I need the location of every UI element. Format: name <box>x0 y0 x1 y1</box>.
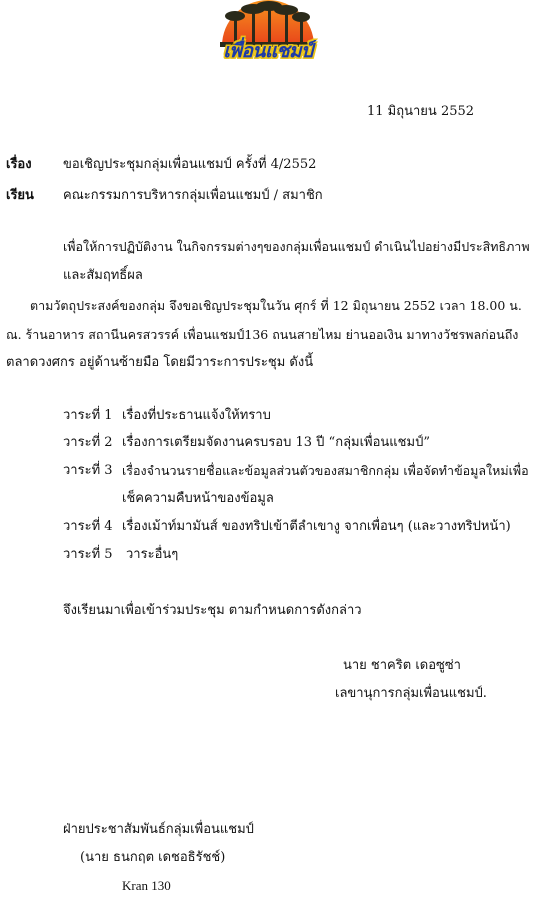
letter-date: 11 มิถุนายน 2552 <box>367 104 475 119</box>
logo-text: เพื่อนแชมป์ <box>223 40 313 62</box>
agenda-item-label: วาระที่ 4 <box>63 519 113 534</box>
agenda-item-text: วาระอื่นๆ <box>126 547 179 562</box>
footer-person: (นาย ธนกฤต เดชอธิรัชช์) <box>80 850 226 865</box>
signer-name: นาย ชาคริต เดอซูซ่า <box>343 658 461 673</box>
recipient-label: เรียน <box>6 188 34 203</box>
agenda-item-text-continued: เช็คความคืบหน้าของข้อมูล <box>122 491 274 506</box>
recipient-text: คณะกรรมการบริหารกลุ่มเพื่อนแชมป์ / สมาชิก <box>63 188 323 203</box>
body-paragraph-line: เพื่อให้การปฏิบัติงาน ในกิจกรรมต่างๆของกลุ่มเพื่อนแชมป์ ดำเนินไปอย่างมีประสิทธิภาพ <box>63 239 530 254</box>
agenda-item-text: เรื่องจำนวนรายชื่อและข้อมูลส่วนตัวของสมาชิกกลุ่ม เพื่อจัดทำข้อมูลใหม่เพื่อ <box>122 463 529 478</box>
body-paragraph-line: ตามวัตถุประสงค์ของกลุ่ม จึงขอเชิญประชุมในวัน ศุกร์ ที่ 12 มิถุนายน 2552 เวลา 18.00 น. <box>30 298 522 313</box>
agenda-item-text: เรื่องเม้าท์มามันส์ ของทริปเข้าตีลำเขางู จากเพื่อนๆ (และวางทริปหน้า) <box>122 519 511 534</box>
body-paragraph-line: ตลาดวงศกร อยู่ด้านซ้ายมือ โดยมีวาระการประชุม ดังนี้ <box>6 355 314 370</box>
agenda-item-text: เรื่องที่ประธานแจ้งให้ทราบ <box>122 408 271 423</box>
footer-department: ฝ่ายประชาสัมพันธ์กลุ่มเพื่อนแชมป์ <box>63 822 254 837</box>
body-paragraph-line: ณ. ร้านอาหาร สถานีนครสวรรค์ เพื่อนแชมป์136 ถนนสายไหม ย่านออเงิน มาทางวัชรพลก่อนถึง <box>6 327 519 342</box>
agenda-item-label: วาระที่ 3 <box>63 463 113 478</box>
signer-title: เลขานุการกลุ่มเพื่อนแชมป์. <box>335 686 487 701</box>
group-logo <box>208 0 328 68</box>
agenda-item-label: วาระที่ 1 <box>63 408 113 423</box>
agenda-item-label: วาระที่ 2 <box>63 435 113 450</box>
subject-text: ขอเชิญประชุมกลุ่มเพื่อนแชมป์ ครั้งที่ 4/2552 <box>63 157 317 172</box>
closing-line: จึงเรียนมาเพื่อเข้าร่วมประชุม ตามกำหนดการดังกล่าว <box>63 603 362 618</box>
subject-label: เรื่อง <box>6 157 32 172</box>
agenda-item-text: เรื่องการเตรียมจัดงานครบรอบ 13 ปี “กลุ่มเพื่อนแชมป์” <box>122 435 430 450</box>
agenda-item-label: วาระที่ 5 <box>63 547 113 562</box>
body-paragraph-line: และสัมฤทธิ์ผล <box>63 268 143 283</box>
footer-code: Kran 130 <box>122 878 171 893</box>
